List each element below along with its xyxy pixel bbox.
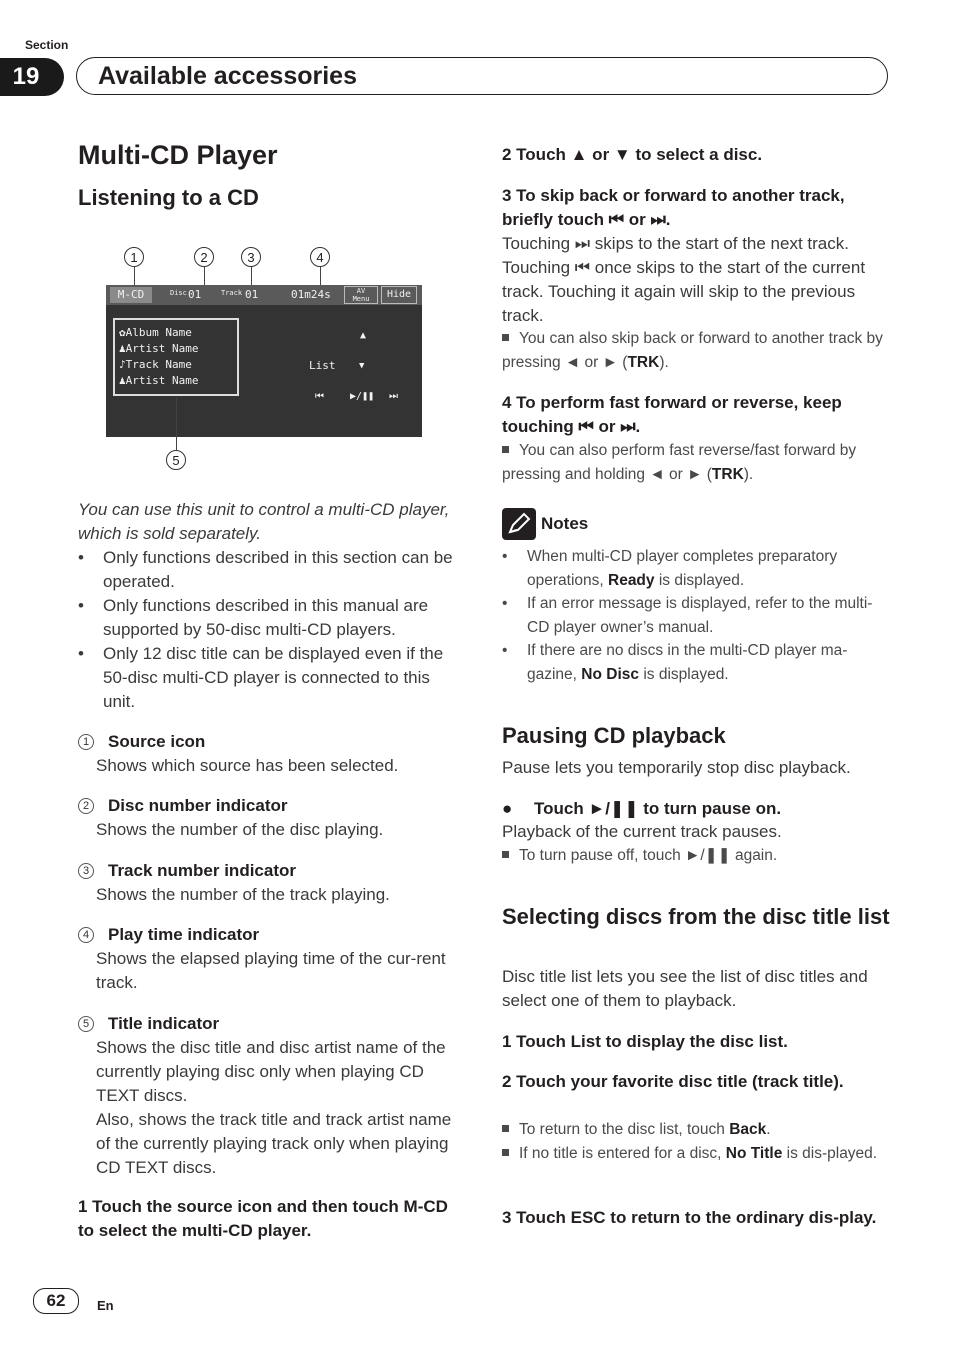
notes-title: Notes — [541, 514, 589, 533]
callout-2: 2 — [194, 247, 214, 267]
disc-label: Disc — [170, 289, 187, 297]
title-line: ♪Track Name — [119, 358, 192, 371]
up-arrow-icon[interactable]: ▲ — [360, 330, 367, 341]
list-item: • If an error message is displayed, refer to the multi-CD player owner’s manual. — [502, 595, 873, 636]
title-line: ♟Artist Name — [119, 342, 199, 355]
indicator-item: 4 Play time indicator Shows the elapsed playing time of the cur-rent track. — [78, 923, 462, 995]
pause-body: Pause lets you temporarily stop disc playback. — [502, 758, 851, 777]
track-number: 01 — [245, 288, 259, 301]
select-step-2: 2 Touch your favorite disc title (track title). — [502, 1072, 844, 1091]
list-item: • Only functions described in this section can be operated. — [78, 548, 453, 591]
step-3-body: Touching ⏭ skips to the start of the next track. Touching ⏮ once skips to the start of the current track. Touching it again will skip to the previous track. — [502, 234, 866, 325]
pause-heading: Pausing CD playback — [502, 723, 726, 748]
indicator-item: 2 Disc number indicator Shows the number of the disc playing. — [78, 794, 462, 842]
down-arrow-icon[interactable]: ▼ — [359, 361, 365, 371]
callout-5: 5 — [166, 450, 186, 470]
step-4-note: You can also perform fast reverse/fast forward by pressing and holding ◄ or ► (TRK). — [502, 442, 857, 483]
bullet-list — [78, 546, 462, 714]
pause-step-body: Playback of the current track pauses. — [502, 822, 782, 841]
select-step-3: 3 Touch ESC to return to the ordinary dis-play. — [502, 1208, 877, 1227]
section-number: 19 — [0, 58, 64, 96]
subsection-title: Listening to a CD — [78, 185, 259, 210]
callout-3: 3 — [241, 247, 261, 267]
cd-player-screen — [106, 285, 422, 437]
callout-1: 1 — [124, 247, 144, 267]
step-1: 1 Touch the source icon and then touch M-CD to select the multi-CD player. — [78, 1197, 448, 1240]
page-title: Multi-CD Player — [78, 140, 278, 170]
next-track-icon[interactable]: ⏭ — [389, 391, 398, 402]
intro-text: You can use this unit to control a multi-CD player, which is sold separately. — [78, 500, 450, 543]
page-number: 62 — [33, 1288, 79, 1314]
step-2: 2 Touch ▲ or ▼ to select a disc. — [502, 145, 763, 164]
previous-track-icon[interactable]: ⏮ — [315, 391, 324, 402]
title-indicator — [113, 318, 239, 396]
play-pause-icon[interactable]: ▶/❚❚ — [350, 391, 375, 402]
list-button[interactable]: List — [309, 359, 336, 372]
select-heading: Selecting discs from the disc title list — [502, 904, 890, 929]
section-title: Available accessories — [76, 57, 888, 95]
list-item: • Only 12 disc title can be displayed even if the 50-disc multi-CD player is connected to this unit. — [78, 644, 444, 711]
indicator-item: 1 Source icon Shows which source has been selected. — [78, 730, 462, 778]
select-step-2-note: To return to the disc list, touch Back. — [502, 1118, 890, 1142]
step-4: 4 To perform fast forward or reverse, keep touching ⏮ or ⏭. — [502, 393, 842, 436]
source-icon: M-CD — [110, 287, 152, 303]
pause-step: ● Touch ►/❚❚ to turn pause on. — [502, 799, 782, 818]
title-line: ♟Artist Name — [119, 374, 199, 387]
list-item: • Only functions described in this manual are supported by 50-disc multi-CD players. — [78, 596, 429, 639]
pause-note: To turn pause off, touch ►/❚❚ again. — [502, 844, 890, 868]
play-time: 01m24s — [291, 288, 331, 301]
disc-number: 01 — [188, 288, 202, 301]
pencil-icon — [502, 508, 536, 540]
select-body: Disc title list lets you see the list of disc titles and select one of them to playback. — [502, 967, 868, 1010]
notes-list — [502, 545, 890, 686]
language-label: En — [97, 1298, 114, 1313]
step-3-note: You can also skip back or forward to another track by pressing ◄ or ► (TRK). — [502, 330, 883, 371]
title-line: ✿Album Name — [119, 326, 192, 339]
list-item: • If there are no discs in the multi-CD player ma-gazine, No Disc is displayed. — [502, 642, 848, 683]
step-3: 3 To skip back or forward to another track, briefly touch ⏮ or ⏭. — [502, 186, 845, 229]
list-item: • When multi-CD player completes preparatory operations, Ready is displayed. — [502, 548, 838, 589]
hide-button[interactable]: Hide — [381, 286, 417, 304]
av-menu-button[interactable]: AV Menu — [344, 286, 378, 304]
callout-4: 4 — [310, 247, 330, 267]
select-step-1: 1 Touch List to display the disc list. — [502, 1032, 788, 1051]
section-label: Section — [25, 38, 69, 52]
select-step-2-note: If no title is entered for a disc, No Title is dis-played. — [502, 1142, 890, 1166]
leader-line — [176, 398, 177, 450]
indicator-item: 3 Track number indicator Shows the number of the track playing. — [78, 859, 462, 907]
track-label: Track — [221, 289, 243, 297]
indicator-item: 5 Title indicator Shows the disc title and disc artist name of the currently playing disc only when playing CD TEXT discs. Also, shows the track title and track artist name of the currently playing track only when playing CD TEXT discs. — [78, 1012, 462, 1180]
